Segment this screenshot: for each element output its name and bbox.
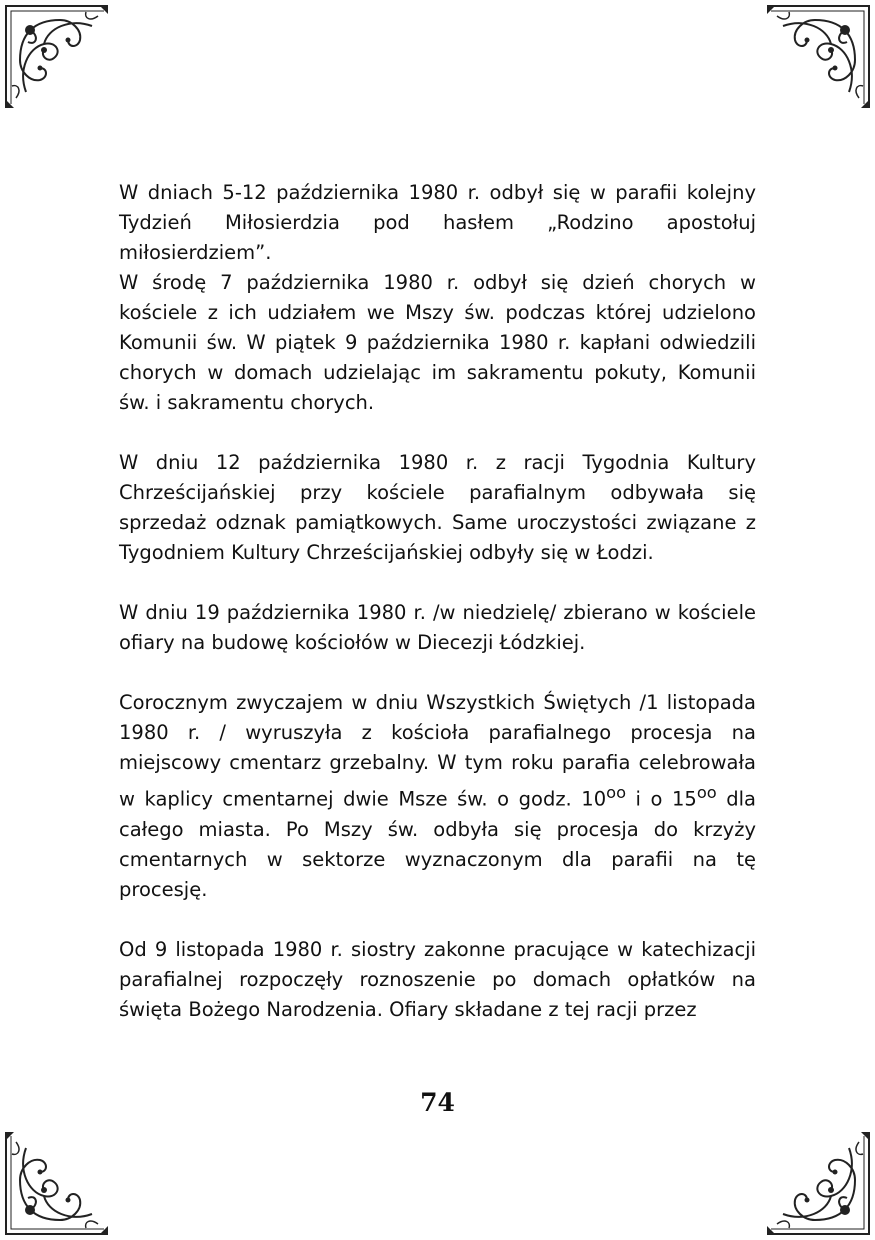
paragraph-text: i o 15 <box>626 787 697 811</box>
paragraph <box>119 688 756 905</box>
superscript-minutes: oo <box>606 783 627 802</box>
corner-ornament-top-right <box>763 0 875 112</box>
paragraph: W dniu 19 października 1980 r. /w niedzielę/ zbierano w kościele ofiary na budowę kościołów w Diecezji Łódzkiej. <box>119 601 756 654</box>
body-text <box>119 178 756 1025</box>
paragraph-text: dla całego miasta. Po Mszy św. odbyła się procesja do krzyży cmentarnych w sektorze wyznaczonym dla parafii na tę procesję. <box>119 787 756 901</box>
corner-ornament-bottom-left <box>0 1128 112 1240</box>
paragraph: W środę 7 października 1980 r. odbył się dzień chorych w kościele z ich udziałem we Mszy św. podczas której udzielono Komunii św. W piątek 9 października 1980 r. kapłani odwiedzili chorych w domach udzielając im sakramentu pokuty, Komunii św. i sakramentu chorych. <box>119 271 756 414</box>
corner-flourish-ornament <box>0 1128 112 1240</box>
paragraph: Od 9 listopada 1980 r. siostry zakonne pracujące w katechizacji parafialnej rozpoczęły roznoszenie po domach opłatków na święta Bożego Narodzenia. Ofiary składane z tej racji przez <box>119 937 756 1021</box>
paragraph: W dniach 5-12 października 1980 r. odbył się w parafii kolejny Tydzień Miłosierdzia pod hasłem „Rodzino apostołuj miłosierdziem”. <box>119 181 756 264</box>
corner-flourish-ornament <box>0 0 112 112</box>
superscript-minutes: oo <box>696 783 717 802</box>
paragraph-text: Corocznym zwyczajem w dniu Wszystkich Świętych /1 listopada 1980 r. / wyruszyła z kościoła parafialnego procesja na miejscowy cmentarz grzebalny. W tym roku parafia celebrowała w kaplicy cmentarnej dwie Msze św. o godz. 10 <box>119 691 756 811</box>
paragraph: W dniu 12 października 1980 r. z racji Tygodnia Kultury Chrześcijańskiej przy kościele parafialnym odbywała się sprzedaż odznak pamiątkowych. Same uroczystości związane z Tygodniem Kultury Chrześcijańskiej odbyły się w Łodzi. <box>119 451 756 564</box>
corner-flourish-ornament <box>763 0 875 112</box>
corner-flourish-ornament <box>763 1128 875 1240</box>
corner-ornament-top-left <box>0 0 112 112</box>
corner-ornament-bottom-right <box>763 1128 875 1240</box>
page-number: 74 <box>420 1088 455 1117</box>
